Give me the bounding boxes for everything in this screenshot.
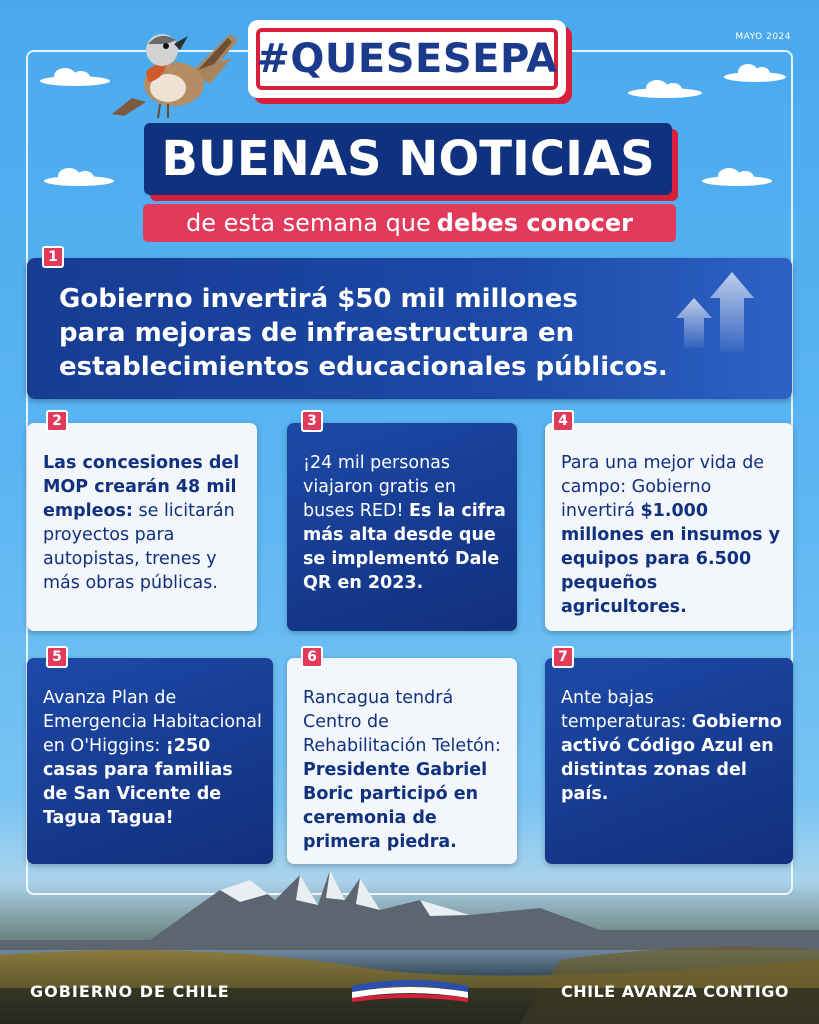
subtitle-bold: debes conocer [436,209,633,237]
news-card-text [561,686,783,806]
cloud-decoration [724,64,786,82]
main-news-card [27,258,792,399]
news-card-bold: Es la cifra más alta desde que se implementó Dale QR en 2023. [303,501,506,593]
main-news-line2: para mejoras de infraestructura en [59,318,575,348]
page-subtitle [143,204,676,242]
news-card-bold: Presidente Gabriel Boric participó en ceremonia de primera piedra. [303,760,488,852]
news-number-badge: 7 [552,646,574,668]
main-news-text [59,282,699,384]
main-news-line3: establecimientos educacionales públicos. [59,352,668,382]
news-card-4 [545,423,793,631]
government-logo [348,976,472,1002]
subtitle-regular: de esta semana que [186,209,431,237]
news-card-bold: $1.000 millones en insumos y equipos para 6.500 pequeños agricultores. [561,501,781,617]
news-card-regular: Avanza Plan de Emergencia Habitacional en O'Higgins: [43,688,262,756]
news-card-5 [27,658,273,864]
news-card-7 [545,658,793,864]
cloud-decoration [628,80,702,98]
cloud-decoration [40,68,110,86]
growth-arrows-icon [672,268,762,352]
news-number-badge: 5 [46,646,68,668]
news-card-regular: ¡24 mil personas viajaron gratis en buses RED! [303,453,456,521]
news-number-badge: 6 [301,646,323,668]
news-card-3 [287,423,517,631]
news-card-text [561,451,783,619]
footer-slogan: CHILE AVANZA CONTIGO [560,982,789,1001]
news-card-text [303,686,507,854]
news-number-badge: 4 [552,410,574,432]
main-news-amount: $50 mil millones [337,284,578,314]
news-card-regular: Ante bajas temperaturas: [561,688,692,732]
news-card-text [43,686,263,830]
hashtag-badge [248,20,566,98]
news-number-badge: 3 [301,410,323,432]
news-number-badge: 2 [46,410,68,432]
news-card-text [43,451,247,595]
news-number-badge: 1 [42,246,64,268]
news-card-regular: Rancagua tendrá Centro de Rehabilitación Teletón: [303,688,501,756]
news-card-regular: Para una mejor vida de campo: Gobierno invertirá [561,453,765,521]
page-title: BUENAS NOTICIAS [144,123,672,195]
cloud-decoration [702,168,772,186]
publication-date: MAYO 2024 [735,32,791,42]
bird-icon [102,14,242,124]
news-card-regular: se licitarán proyectos para autopistas, trenes y más obras públicas. [43,501,235,593]
footer-government-name: GOBIERNO DE CHILE [30,982,230,1001]
hashtag-text: #QUESESEPA [256,28,558,90]
news-card-2 [27,423,257,631]
news-card-bold: Las concesiones del MOP crearán 48 mil empleos: [43,453,240,521]
news-card-bold: ¡250 casas para familias de San Vicente de Tagua Tagua! [43,736,233,828]
news-card-bold: Gobierno activó Código Azul en distintas zonas del país. [561,712,782,804]
main-news-line1-a: Gobierno invertirá [59,284,338,314]
cloud-decoration [44,168,114,186]
news-card-text [303,451,507,595]
news-card-6 [287,658,517,864]
